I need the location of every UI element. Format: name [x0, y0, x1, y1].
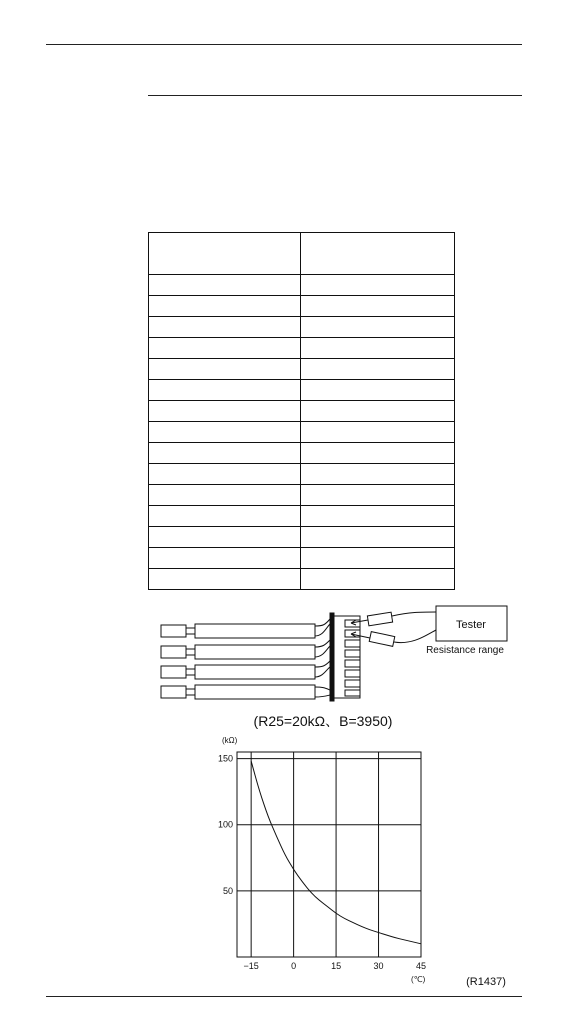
chart-caption: (R25=20kΩ、B=3950) — [253, 713, 393, 729]
resistance-temperature-chart — [218, 736, 426, 984]
x-tick-label: 15 — [331, 961, 342, 971]
tester-leads — [351, 612, 436, 646]
x-axis-label: (℃) — [411, 975, 426, 984]
thermistor-probe — [161, 640, 330, 659]
plot-frame — [237, 752, 421, 957]
y-tick-label: 50 — [222, 885, 233, 896]
resistance-range-label: Resistance range — [426, 645, 504, 656]
x-tick-label: 45 — [415, 961, 427, 971]
x-tick-label: 30 — [373, 961, 384, 971]
thermistor-probe — [161, 661, 330, 679]
thermistor-probe — [161, 685, 330, 699]
y-tick-label: 100 — [217, 819, 233, 830]
footer-rule — [46, 996, 522, 997]
figure-code: (R1437) — [466, 976, 506, 988]
thermistor-probe — [161, 619, 330, 638]
connector — [330, 613, 360, 701]
y-axis-label: (kΩ) — [222, 736, 238, 745]
tester-label: Tester — [456, 619, 486, 631]
x-tick-label: 0 — [291, 961, 297, 971]
x-tick-label: −15 — [243, 961, 259, 971]
y-tick-label: 150 — [217, 753, 233, 764]
